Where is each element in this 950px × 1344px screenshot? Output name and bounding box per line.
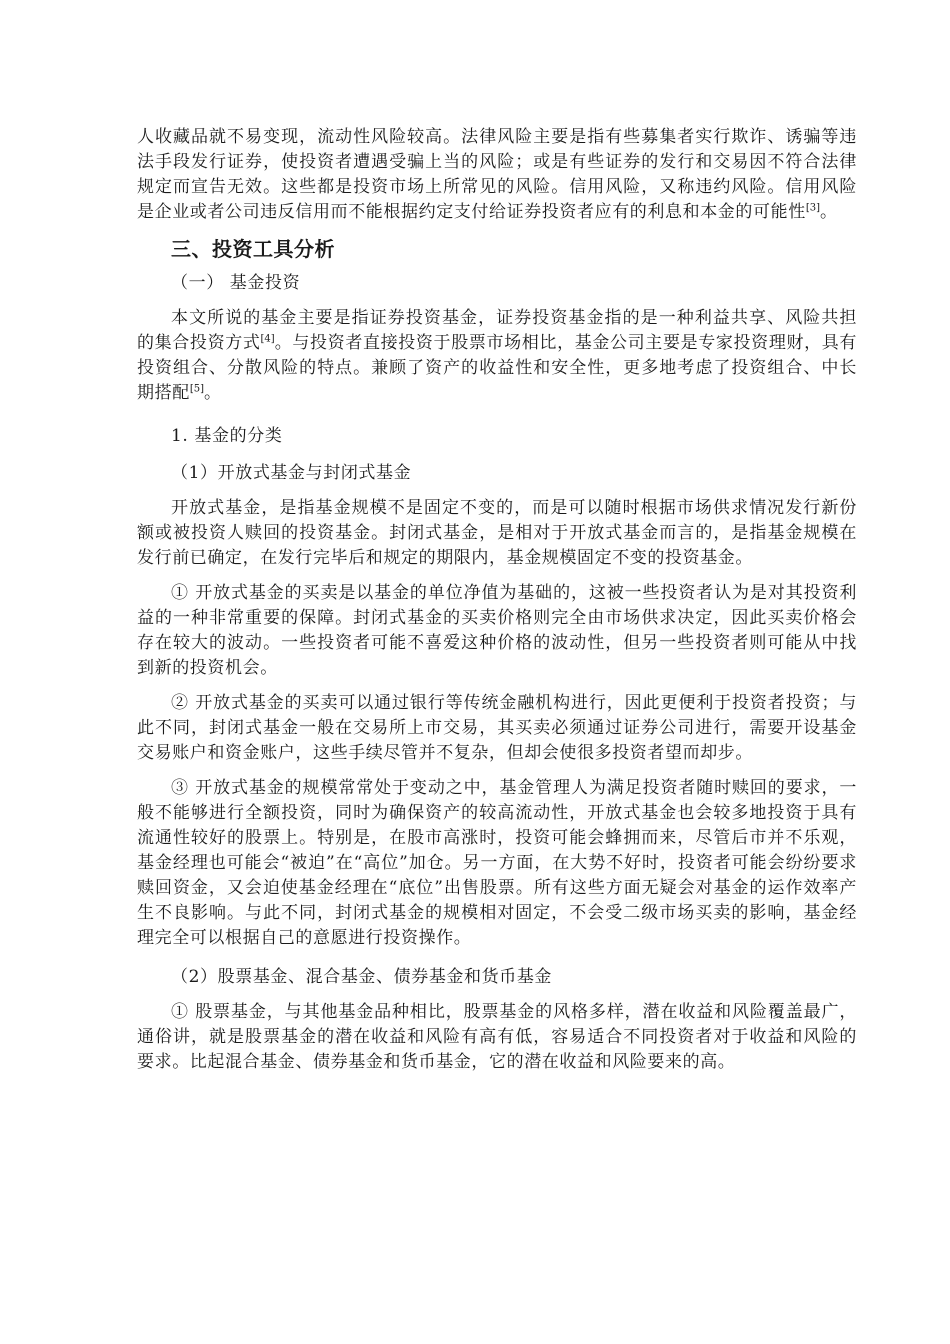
paragraph-risk-continued — [137, 125, 857, 225]
citation-ref: [4] — [260, 333, 275, 345]
paragraph-text: 本文所说的基金主要是指证券投资基金，证券投资基金指的是一种利益共享、风险共担的集合投资方式 — [137, 308, 857, 353]
paragraph-text: 人收藏品就不易变现，流动性风险较高。法律风险主要是指有些募集者实行欺诈、诱骗等违法手段发行证券，使投资者遭遇受骗上当的风险；或是有些证券的发行和交易因不符合法律规定而宣告无效。这些都是投资市场上所常见的风险。信用风险，又称违约风险。信用风险是企业或者公司违反信用而不能根据约定支付给证券投资者应有的利息和本金的可能性 — [137, 127, 857, 222]
citation-ref: [3] — [805, 202, 820, 214]
paragraph-text: 。与投资者直接投资于股票市场相比，基金公司主要是专家投资理财，具有投资组合、分散风险的特点。兼顾了资产的收益性和安全性，更多地考虑了投资组合、中长期搭配 — [137, 333, 857, 403]
paragraph-stock-fund: ① 股票基金，与其他基金品种相比，股票基金的风格多样，潜在收益和风险覆盖最广，通俗讲，就是股票基金的潜在收益和风险有高有低，容易适合不同投资者对于收益和风险的要求。比起混合基金、债券基金和货币基金，它的潜在收益和风险要来的高。 — [137, 1002, 857, 1072]
paragraph-fund-definition — [137, 306, 857, 406]
paragraph-point-2: ② 开放式基金的买卖可以通过银行等传统金融机构进行，因此更便利于投资者投资；与此不同，封闭式基金一般在交易所上市交易，其买卖必须通过证券公司进行，需要开设基金交易账户和资金账户，这些手续尽管并不复杂，但却会使很多投资者望而却步。 — [137, 693, 857, 763]
section-heading: 三、投资工具分析 — [171, 237, 335, 261]
list-heading-fund-classification: 1. 基金的分类 — [171, 426, 283, 446]
list-subheading-fund-types: （2）股票基金、混合基金、债券基金和货币基金 — [171, 967, 553, 987]
list-subheading-open-closed: （1）开放式基金与封闭式基金 — [171, 463, 412, 483]
citation-ref: [5] — [189, 383, 204, 395]
paragraph-point-1: ① 开放式基金的买卖是以基金的单位净值为基础的，这被一些投资者认为是对其投资利益的一种非常重要的保障。封闭式基金的买卖价格则完全由市场供求决定，因此买卖价格会存在较大的波动。一些投资者可能不喜爱这种价格的波动性，但另一些投资者则可能从中找到新的投资机会。 — [137, 583, 857, 678]
paragraph-text-end: 。 — [203, 383, 222, 403]
subsection-heading: （一） 基金投资 — [171, 273, 301, 293]
paragraph-open-closed-definition: 开放式基金，是指基金规模不是固定不变的，而是可以随时根据市场供求情况发行新份额或被投资人赎回的投资基金。封闭式基金，是相对于开放式基金而言的，是指基金规模在发行前已确定，在发行完毕后和规定的期限内，基金规模固定不变的投资基金。 — [137, 498, 857, 568]
paragraph-point-3: ③ 开放式基金的规模常常处于变动之中，基金管理人为满足投资者随时赎回的要求，一般不能够进行全额投资，同时为确保资产的较高流动性，开放式基金也会较多地投资于具有流通性较好的股票上。特别是，在股市高涨时，投资可能会蜂拥而来，尽管后市并不乐观，基金经理也可能会“被迫”在“高位”加仓。另一方面，在大势不好时，投资者可能会纷纷要求赎回资金，又会迫使基金经理在“底位”出售股票。所有这些方面无疑会对基金的运作效率产生不良影响。与此不同，封闭式基金的规模相对固定，不会受二级市场买卖的影响，基金经理完全可以根据自己的意愿进行投资操作。 — [137, 778, 857, 948]
document-page — [137, 125, 857, 1075]
paragraph-text-end: 。 — [819, 202, 838, 222]
